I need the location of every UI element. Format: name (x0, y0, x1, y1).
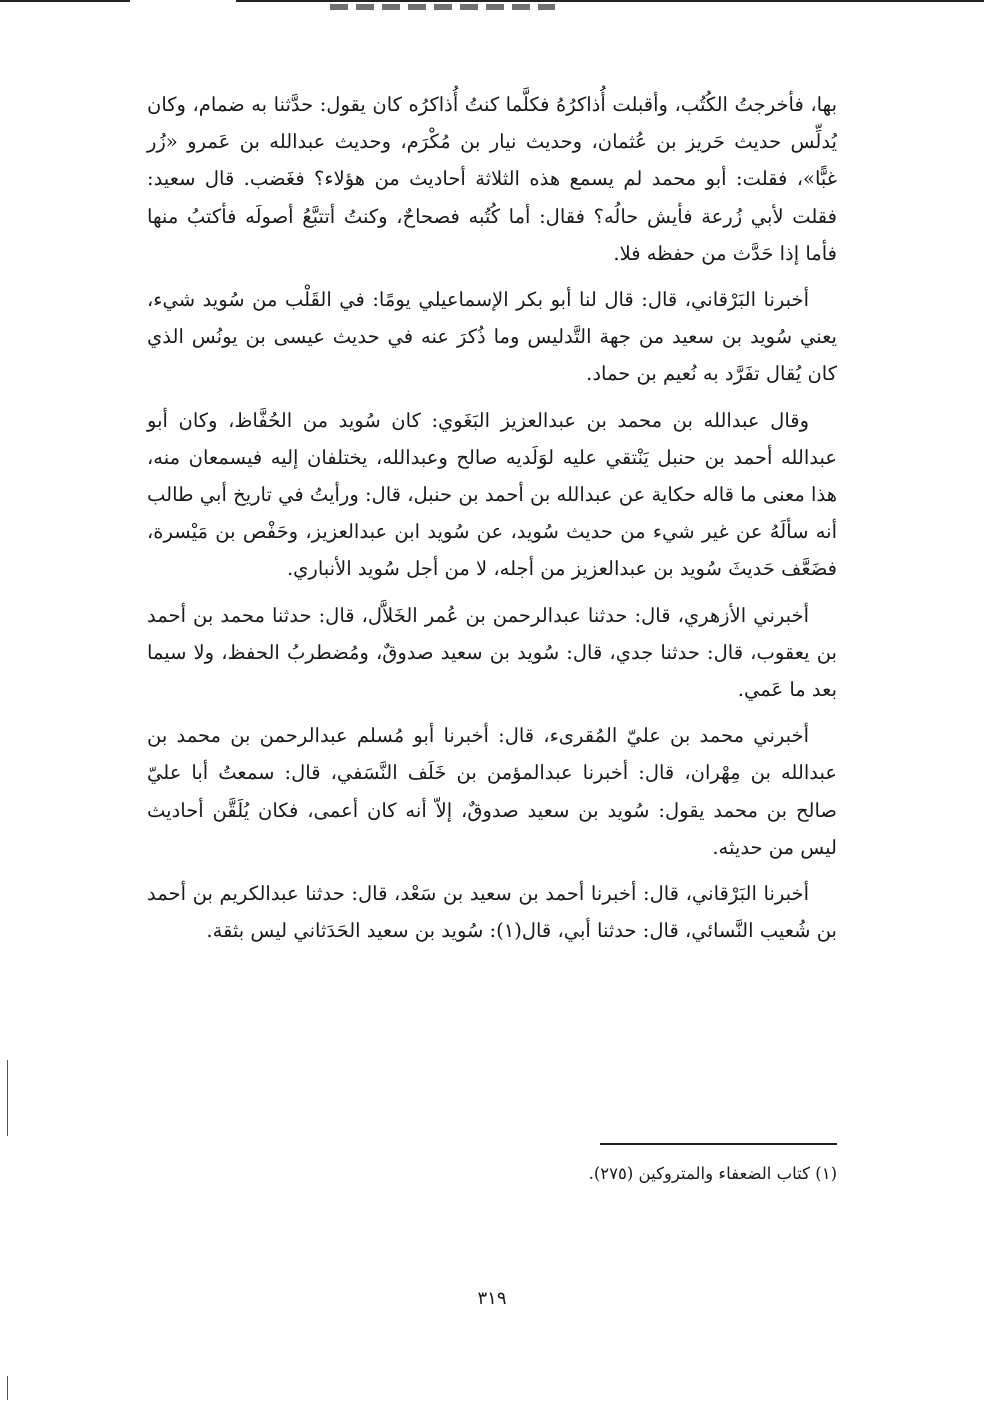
footnote-separator (600, 1143, 837, 1145)
footnote: (١) كتاب الضعفاء والمتروكين (٢٧٥). (588, 1164, 837, 1183)
top-rule-left (0, 0, 130, 2)
paragraph: أخبرنا البَرْقاني، قال: أخبرنا أحمد بن سعيد بن سَعْد، قال: حدثنا عبدالكريم بن أحمد بن شُعيب النَّسائي، قال: حدثنا أبي، قال(١): سُويد بن سعيد الحَدَثاني ليس بثقة. (147, 882, 837, 943)
header-smudge (330, 4, 555, 10)
top-rule-right (236, 0, 984, 2)
paragraph: أخبرني محمد بن عليّ المُقرىء، قال: أخبرنا أبو مُسلم عبدالرحمن بن محمد بن عبدالله بن مِهْران، قال: أخبرنا عبدالمؤمن بن خَلَف النَّسَفي، قال: سمعتُ أبا عليّ صالح بن محمد يقول: سُويد بن سعيد صدوقٌ، إلاّ أنه كان أعمى، فكان يُلَقَّن أحاديث ليس من حديثه. (147, 724, 837, 859)
page-number: ٣١٩ (477, 1288, 507, 1309)
margin-scan-mark (7, 1376, 8, 1400)
page-body (147, 86, 837, 958)
paragraph: أخبرني الأزهري، قال: حدثنا عبدالرحمن بن عُمر الخَلاَّل، قال: حدثنا محمد بن أحمد بن يعقوب، قال: حدثنا جدي، قال: سُويد بن سعيد صدوقٌ، ومُضطربُ الحفظ، ولا سيما بعد ما عَمي. (147, 603, 837, 702)
margin-scan-mark (7, 1060, 8, 1136)
paragraph: بها، فأخرجتُ الكُتُب، وأقبلت أُذاكرُهُ فكلَّما كنتُ أُذاكرُه كان يقول: حدَّثنا به ضمام، وكان يُدلِّس حديث حَريز بن عُثمان، وحديث نيار بن مُكْرَم، وحديث عبدالله بن عَمرو «زُر غبًّا»، فقلت: أبو محمد لم يسمع هذه الثلاثة أحاديث من هؤلاء؟ فغَضب. قال سعيد: فقلت لأبي زُرعة فأيش حالُه؟ فقال: أما كُتُبه فصحاحٌ، وكنتُ أتتبَّعُ أصولَه فأكتبُ منها فأما إذا حَدَّث من حفظه فلا. (147, 93, 837, 265)
paragraph: وقال عبدالله بن محمد بن عبدالعزيز البَغَوي: كان سُويد من الحُفَّاظ، وكان أبو عبدالله أحمد بن حنبل يَنْتقي عليه لوَلَديه صالح وعبدالله، يختلفان إليه فيسمعان منه، هذا معنى ما قاله حكاية عن عبدالله بن أحمد بن حنبل، قال: ورأيتُ في تاريخ أبي طالب أنه سألَهُ عن غير شيء من حديث سُويد، عن سُويد ابن عبدالعزيز، وحَفْص بن مَيْسرة، فضَعَّف حَديثَ سُويد بن عبدالعزيز من أجله، لا من أجل سُويد الأنباري. (147, 408, 837, 581)
paragraph: أخبرنا البَرْقاني، قال: قال لنا أبو بكر الإسماعيلي يومًا: في القَلْب من سُويد شيء، يعني سُويد بن سعيد من جهة التَّدليس وما ذُكرَ عنه في حديث عيسى بن يونُس الذي كان يُقال تفَرَّد به نُعيم بن حماد. (147, 288, 837, 386)
